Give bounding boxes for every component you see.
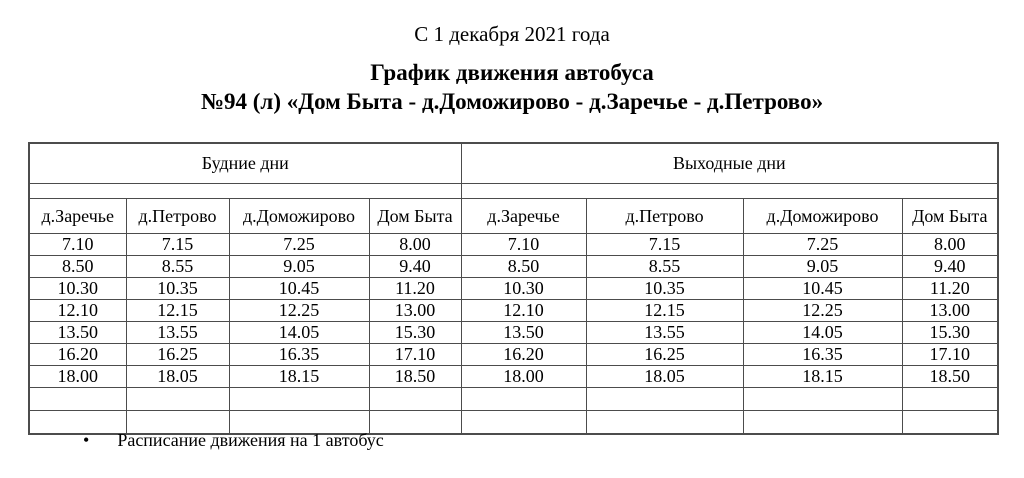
time-cell: 7.15 [126, 234, 229, 256]
time-cell: 12.10 [29, 300, 126, 322]
time-cell: 16.25 [126, 344, 229, 366]
time-cell: 17.10 [369, 344, 461, 366]
column-header: Дом Быта [902, 199, 998, 234]
time-cell: 7.10 [461, 234, 586, 256]
footer-note-text: Расписание движения на 1 автобус [117, 430, 384, 450]
time-cell [369, 388, 461, 411]
time-cell [461, 411, 586, 435]
spacer-row [29, 184, 998, 199]
time-cell: 8.55 [586, 256, 743, 278]
column-header: д.Петрово [586, 199, 743, 234]
time-cell: 18.50 [369, 366, 461, 388]
column-header: д.Доможирово [743, 199, 902, 234]
time-cell: 10.30 [29, 278, 126, 300]
time-cell: 16.25 [586, 344, 743, 366]
section-header-weekdays: Будние дни [29, 143, 461, 184]
table-row [29, 388, 998, 411]
time-cell [461, 388, 586, 411]
time-cell: 14.05 [743, 322, 902, 344]
time-cell: 8.00 [369, 234, 461, 256]
time-cell: 16.35 [229, 344, 369, 366]
time-cell: 17.10 [902, 344, 998, 366]
spacer-cell [461, 184, 998, 199]
time-cell: 8.55 [126, 256, 229, 278]
page-title: График движения автобуса [370, 60, 654, 85]
time-cell: 13.50 [29, 322, 126, 344]
time-cell: 9.05 [229, 256, 369, 278]
time-cell: 11.20 [369, 278, 461, 300]
time-cell: 7.25 [229, 234, 369, 256]
time-cell: 16.20 [29, 344, 126, 366]
column-header-row [29, 199, 998, 234]
bullet-icon: • [83, 430, 90, 450]
time-cell: 12.25 [229, 300, 369, 322]
time-cell: 14.05 [229, 322, 369, 344]
time-cell [902, 388, 998, 411]
spacer-cell [29, 184, 461, 199]
time-cell [586, 411, 743, 435]
time-cell: 11.20 [902, 278, 998, 300]
time-cell: 12.15 [126, 300, 229, 322]
time-cell: 13.00 [369, 300, 461, 322]
time-cell [229, 388, 369, 411]
time-cell: 8.00 [902, 234, 998, 256]
column-header: Дом Быта [369, 199, 461, 234]
schedule-table [28, 142, 999, 435]
time-cell [586, 388, 743, 411]
section-header-row [29, 143, 998, 184]
table-row [29, 322, 998, 344]
time-cell: 7.15 [586, 234, 743, 256]
time-cell: 15.30 [369, 322, 461, 344]
time-cell: 10.30 [461, 278, 586, 300]
time-cell: 18.15 [743, 366, 902, 388]
column-header: д.Заречье [29, 199, 126, 234]
time-cell: 10.45 [229, 278, 369, 300]
section-header-weekends: Выходные дни [461, 143, 998, 184]
time-cell: 18.00 [461, 366, 586, 388]
table-row [29, 300, 998, 322]
table-row [29, 278, 998, 300]
time-cell: 9.05 [743, 256, 902, 278]
time-cell: 12.25 [743, 300, 902, 322]
time-cell: 7.25 [743, 234, 902, 256]
time-cell: 13.55 [586, 322, 743, 344]
time-cell: 12.10 [461, 300, 586, 322]
table-row [29, 366, 998, 388]
time-cell [126, 388, 229, 411]
time-cell [743, 388, 902, 411]
time-cell: 16.35 [743, 344, 902, 366]
time-cell [743, 411, 902, 435]
column-header: д.Доможирово [229, 199, 369, 234]
time-cell: 13.55 [126, 322, 229, 344]
time-cell: 18.05 [586, 366, 743, 388]
time-cell: 10.45 [743, 278, 902, 300]
time-cell [29, 388, 126, 411]
time-cell: 8.50 [461, 256, 586, 278]
table-row [29, 256, 998, 278]
time-cell: 12.15 [586, 300, 743, 322]
time-cell: 18.00 [29, 366, 126, 388]
time-cell: 18.15 [229, 366, 369, 388]
time-cell: 16.20 [461, 344, 586, 366]
time-cell: 18.50 [902, 366, 998, 388]
time-cell: 10.35 [586, 278, 743, 300]
effective-date: С 1 декабря 2021 года [414, 22, 610, 46]
column-header: д.Заречье [461, 199, 586, 234]
time-cell: 9.40 [902, 256, 998, 278]
time-cell: 10.35 [126, 278, 229, 300]
time-cell: 15.30 [902, 322, 998, 344]
column-header: д.Петрово [126, 199, 229, 234]
route-title: №94 (л) «Дом Быта - д.Доможирово - д.Заречье - д.Петрово» [200, 89, 824, 114]
table-row [29, 234, 998, 256]
time-cell: 8.50 [29, 256, 126, 278]
time-cell: 13.00 [902, 300, 998, 322]
footer-note [83, 430, 384, 451]
time-cell: 13.50 [461, 322, 586, 344]
table-row [29, 344, 998, 366]
time-cell: 7.10 [29, 234, 126, 256]
time-cell: 9.40 [369, 256, 461, 278]
time-cell [902, 411, 998, 435]
time-cell: 18.05 [126, 366, 229, 388]
